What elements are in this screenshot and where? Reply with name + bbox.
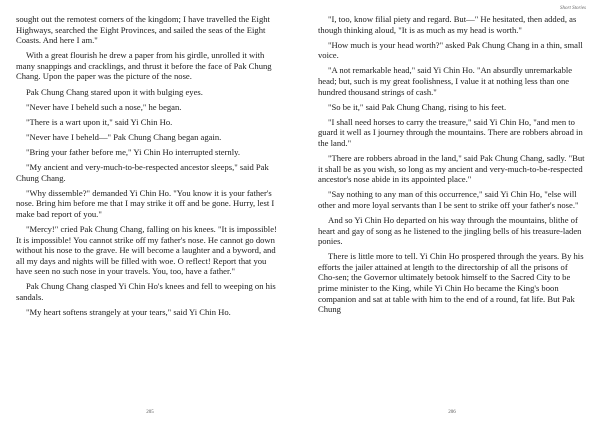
paragraph: "My ancient and very-much-to-be-respected ancestor sleeps," said Pak Chung Chang. bbox=[16, 162, 269, 183]
paragraph: "Bring your father before me," Yi Chin Ho interrupted sternly. bbox=[26, 146, 241, 157]
paragraph: "Mercy!" cried Pak Chung Chang, falling on his knees. "It is impossible! It is impossible! You cannot strike off my father's nose. He cannot go down without his nose to the grave. He will become a laughter and a byword, and all my days and nights will be filled with woe. O reflect! Report that you have seen no such nose in your travels. You, too, have a father." bbox=[16, 224, 277, 277]
right-page-header: Short Stories bbox=[560, 6, 586, 11]
left-page-number: 205 bbox=[146, 410, 154, 415]
paragraph: "Say nothing to any man of this occurrence," said Yi Chin Ho, "else will other and more loyal servants than I be sent to strike off your father's nose." bbox=[318, 189, 579, 210]
left-page bbox=[16, 0, 284, 424]
paragraph: "I shall need horses to carry the treasure," said Yi Chin Ho, "and men to guard it well as I journey through the mountains. There are robbers abroad in the land." bbox=[318, 116, 583, 148]
paragraph: "Never have I beheld—" Pak Chung Chang began again. bbox=[26, 131, 222, 142]
paragraph: sought out the remotest corners of the kingdom; I have travelled the Eight Highways, searched the Eight Provinces, and sailed the seas of the Eight Coasts. And here I am." bbox=[16, 14, 270, 46]
paragraph: "Why dissemble?" demanded Yi Chin Ho. "You know it is your father's nose. Bring him before me that I may strike it off and be gone. Hurry, lest I make bad report of you." bbox=[16, 187, 275, 219]
paragraph: "There are robbers abroad in the land," said Pak Chung Chang, sadly. "But it shall be as you wish, so long as my ancient and very-much-to-be-respected ancestor's nose abide in its appointed place." bbox=[318, 153, 585, 185]
paragraph: Pak Chung Chang stared upon it with bulging eyes. bbox=[26, 86, 203, 97]
left-page-text bbox=[16, 14, 284, 322]
right-page-text bbox=[318, 14, 586, 319]
paragraph: There is little more to tell. Yi Chin Ho prospered through the years. By his efforts the jailer attained at length to the directorship of all the prisons of Cho-sen; the Governor ultimately betook himself to the Sacred City to be prime minister to the King, while Yi Chin Ho became the King's boon companion and sat at table with him to the end of a round, fat life. But Pak Chung bbox=[318, 251, 584, 315]
paragraph: And so Yi Chin Ho departed on his way through the mountains, blithe of heart and gay of song as he listened to the jingling bells of his treasure-laden ponies. bbox=[318, 215, 582, 247]
right-page bbox=[318, 0, 586, 424]
paragraph: "I, too, know filial piety and regard. But—" He hesitated, then added, as though thinking aloud, "It is as much as my head is worth." bbox=[318, 14, 577, 35]
paragraph: Pak Chung Chang clasped Yi Chin Ho's knees and fell to weeping on his sandals. bbox=[16, 281, 276, 303]
paragraph: "There is a wart upon it," said Yi Chin Ho. bbox=[26, 116, 173, 127]
paragraph: "My heart softens strangely at your tears," said Yi Chin Ho. bbox=[26, 307, 231, 318]
paragraph: "So be it," said Pak Chung Chang, rising to his feet. bbox=[328, 101, 507, 112]
paragraph: "Never have I beheld such a nose," he began. bbox=[26, 101, 182, 112]
right-page-number: 206 bbox=[448, 410, 456, 415]
paragraph: With a great flourish he drew a paper from his girdle, unrolled it with many snappings and cracklings, and thrust it before the face of Pak Chung Chang. Upon the paper was the picture of the nose. bbox=[16, 50, 272, 82]
paragraph: "A not remarkable head," said Yi Chin Ho. "An absurdly unremarkable head; but, such is my great foolishness, I value it at nothing less than one hundred thousand strings of cash." bbox=[318, 65, 573, 97]
paragraph: "How much is your head worth?" asked Pak Chung Chang in a thin, small voice. bbox=[318, 39, 583, 61]
